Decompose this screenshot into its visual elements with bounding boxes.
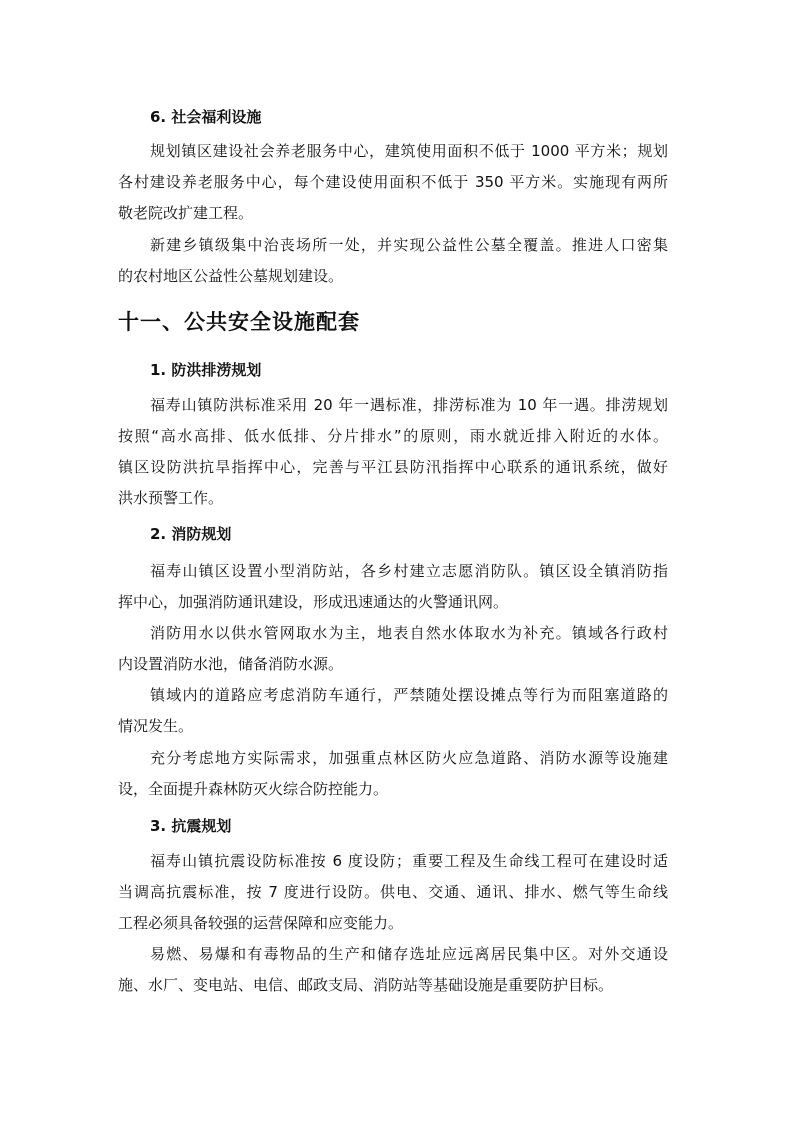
text-line: 福寿山镇抗震设防标准按 6 度设防；重要工程及生命线工程可在建设时适: [150, 852, 668, 870]
text-line: 当调高抗震标准，按 7 度进行设防。供电、交通、通讯、排水、燃气等生命线: [118, 883, 668, 901]
section-heading-flood: 1. 防洪排涝规划: [150, 361, 262, 379]
paragraph-flood-1: [118, 390, 668, 514]
text-line: 镇区设防洪抗旱指挥中心，完善与平江县防汛指挥中心联系的通讯系统，做好: [118, 458, 668, 476]
text-line: 消防用水以供水管网取水为主，地表自然水体取水为补充。镇域各行政村: [150, 624, 668, 642]
text-line: 充分考虑地方实际需求，加强重点林区防火应急道路、消防水源等设施建: [150, 749, 668, 767]
paragraph-quake-2: [118, 939, 668, 1001]
text-line: 易燃、易爆和有毒物品的生产和储存选址应远离居民集中区。对外交通设: [150, 945, 668, 963]
text-line: 内设置消防水池，储备消防水源。: [118, 655, 344, 673]
text-line: 设，全面提升森林防灭火综合防控能力。: [118, 780, 389, 798]
section-heading-quake: 3. 抗震规划: [150, 817, 232, 835]
text-line: 按照“高水高排、低水低排、分片排水”的原则，雨水就近排入附近的水体。: [118, 427, 668, 445]
section-heading-welfare: 6. 社会福利设施: [150, 108, 262, 126]
text-line: 各村建设养老服务中心，每个建设使用面积不低于 350 平方米。实施现有两所: [118, 173, 668, 191]
text-line: 规划镇区建设社会养老服务中心，建筑使用面积不低于 1000 平方米；规划: [150, 142, 668, 160]
text-line: 镇域内的道路应考虑消防车通行，严禁随处摆设摊点等行为而阻塞道路的: [150, 686, 668, 704]
paragraph-fire-4: [118, 743, 668, 805]
text-line: 敬老院改扩建工程。: [118, 204, 254, 222]
text-line: 情况发生。: [118, 717, 194, 735]
paragraph-welfare-1: [118, 136, 668, 229]
text-line: 福寿山镇防洪标准采用 20 年一遇标准，排涝标准为 10 年一遇。排涝规划: [150, 396, 668, 414]
paragraph-fire-2: [118, 618, 668, 680]
text-line: 挥中心，加强消防通讯建设，形成迅速通达的火警通讯网。: [118, 593, 509, 611]
paragraph-welfare-2: [118, 230, 668, 292]
text-line: 施、水厂、变电站、电信、邮政支局、消防站等基础设施是重要防护目标。: [118, 976, 614, 994]
text-line: 福寿山镇区设置小型消防站，各乡村建立志愿消防队。镇区设全镇消防指: [150, 562, 668, 580]
text-line: 的农村地区公益性公墓规划建设。: [118, 267, 344, 285]
paragraph-quake-1: [118, 846, 668, 939]
text-line: 新建乡镇级集中治丧场所一处，并实现公益性公墓全覆盖。推进人口密集: [150, 236, 668, 254]
paragraph-fire-1: [118, 556, 668, 618]
paragraph-fire-3: [118, 680, 668, 742]
section-heading-fire: 2. 消防规划: [150, 525, 232, 543]
chapter-title: 十一、公共安全设施配套: [118, 310, 360, 334]
text-line: 工程必须具备较强的运营保障和应变能力。: [118, 914, 404, 932]
text-line: 洪水预警工作。: [118, 489, 224, 507]
